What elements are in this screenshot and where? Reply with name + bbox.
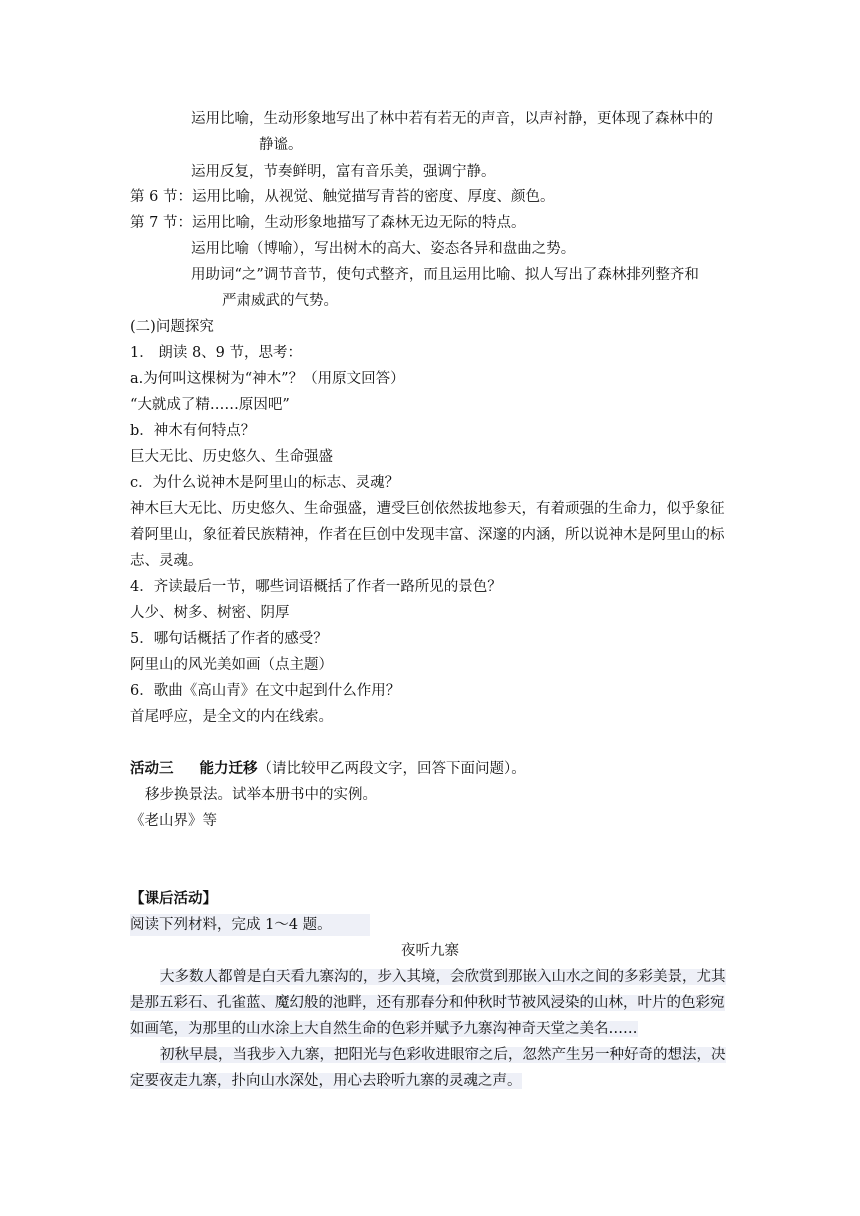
activity3-title: 能力迁移 [199, 760, 258, 777]
analysis-line-5: 运用比喻（博喻），写出树木的高大、姿态各异和盘曲之势。 [191, 241, 576, 257]
answer-b: 巨大无比、历史悠久、生命强盛 [130, 449, 333, 465]
analysis-line-6b: 严肃威武的气势。 [222, 293, 338, 309]
analysis-line-1b: 静谧。 [259, 137, 303, 153]
question-4: 4．齐读最后一节，哪些词语概括了作者一路所见的景色？ [130, 579, 502, 595]
question-a: a.为何叫这棵树为“神木”？（用原文回答） [130, 371, 405, 387]
question-c: c．为什么说神木是阿里山的标志、灵魂？ [130, 475, 400, 491]
passage-paragraph-1 [130, 964, 730, 1042]
answer-6: 首尾呼应，是全文的内在线索。 [130, 709, 333, 725]
activity3-line [130, 758, 526, 780]
answer-a: “大就成了精……原因吧” [130, 397, 290, 413]
activity3-question: 移步换景法。试举本册书中的实例。 [145, 787, 377, 803]
question-6: 6．歌曲《高山青》在文中起到什么作用？ [130, 683, 401, 699]
answer-c: 神木巨大无比、历史悠久、生命强盛，遭受巨创依然拔地参天，有着顽强的生命力，似乎象征着阿里山，象征着民族精神，作者在巨创中发现丰富、深邃的内涵，所以说神木是阿里山的标志、灵魂。 [130, 501, 725, 569]
passage-paragraph-2-text: 初秋早晨，当我步入九寨，把阳光与色彩收进眼帘之后，忽然产生另一种好奇的想法，决定要夜走九寨，扑向山水深处，用心去聆听九寨的灵魂之声。 [130, 1047, 726, 1089]
analysis-line-2: 运用反复，节奏鲜明，富有音乐美，强调宁静。 [191, 164, 496, 180]
passage-title: 夜听九寨 [401, 943, 459, 959]
after-class-heading: 【课后活动】 [130, 890, 217, 907]
answer-4: 人少、树多、树密、阴厚 [130, 605, 290, 621]
activity3-note: （请比较甲乙两段文字，回答下面问题）。 [257, 761, 526, 777]
question-1: 1． 朗读 8、9 节，思考： [130, 345, 303, 361]
activity3-answer: 《老山界》等 [130, 813, 217, 829]
passage-paragraph-2 [130, 1042, 730, 1094]
question-5: 5．哪句话概括了作者的感受？ [130, 631, 328, 647]
passage-paragraph-1-text: 大多数人都曾是白天看九寨沟的，步入其境，会欣赏到那嵌入山水之间的多彩美景，尤其是那五彩石、孔雀蓝、魔幻般的池畔，还有那春分和仲秋时节被风浸染的山林，叶片的色彩宛如画笔，为那里的山水涂上大自然生命的色彩并赋予九寨沟神奇天堂之美名…… [130, 969, 726, 1037]
analysis-line-1a: 运用比喻，生动形象地写出了林中若有若无的声音，以声衬静，更体现了森林中的 [191, 111, 713, 127]
after-class-instruction: 阅读下列材料，完成 1～4 题。 [130, 914, 370, 936]
analysis-line-4: 第 7 节：运用比喻，生动形象地描写了森林无边无际的特点。 [130, 215, 526, 231]
activity3-label: 活动三 [130, 760, 174, 777]
analysis-line-3: 第 6 节：运用比喻，从视觉、触觉描写青苔的密度、厚度、颜色。 [130, 189, 555, 205]
answer-5: 阿里山的风光美如画（点主题） [130, 657, 333, 673]
inquiry-heading: (二)问题探究 [130, 319, 214, 335]
question-b: b．神木有何特点？ [130, 423, 256, 439]
analysis-line-6a: 用助词“之”调节音节，使句式整齐，而且运用比喻、拟人写出了森林排列整齐和 [191, 267, 699, 283]
